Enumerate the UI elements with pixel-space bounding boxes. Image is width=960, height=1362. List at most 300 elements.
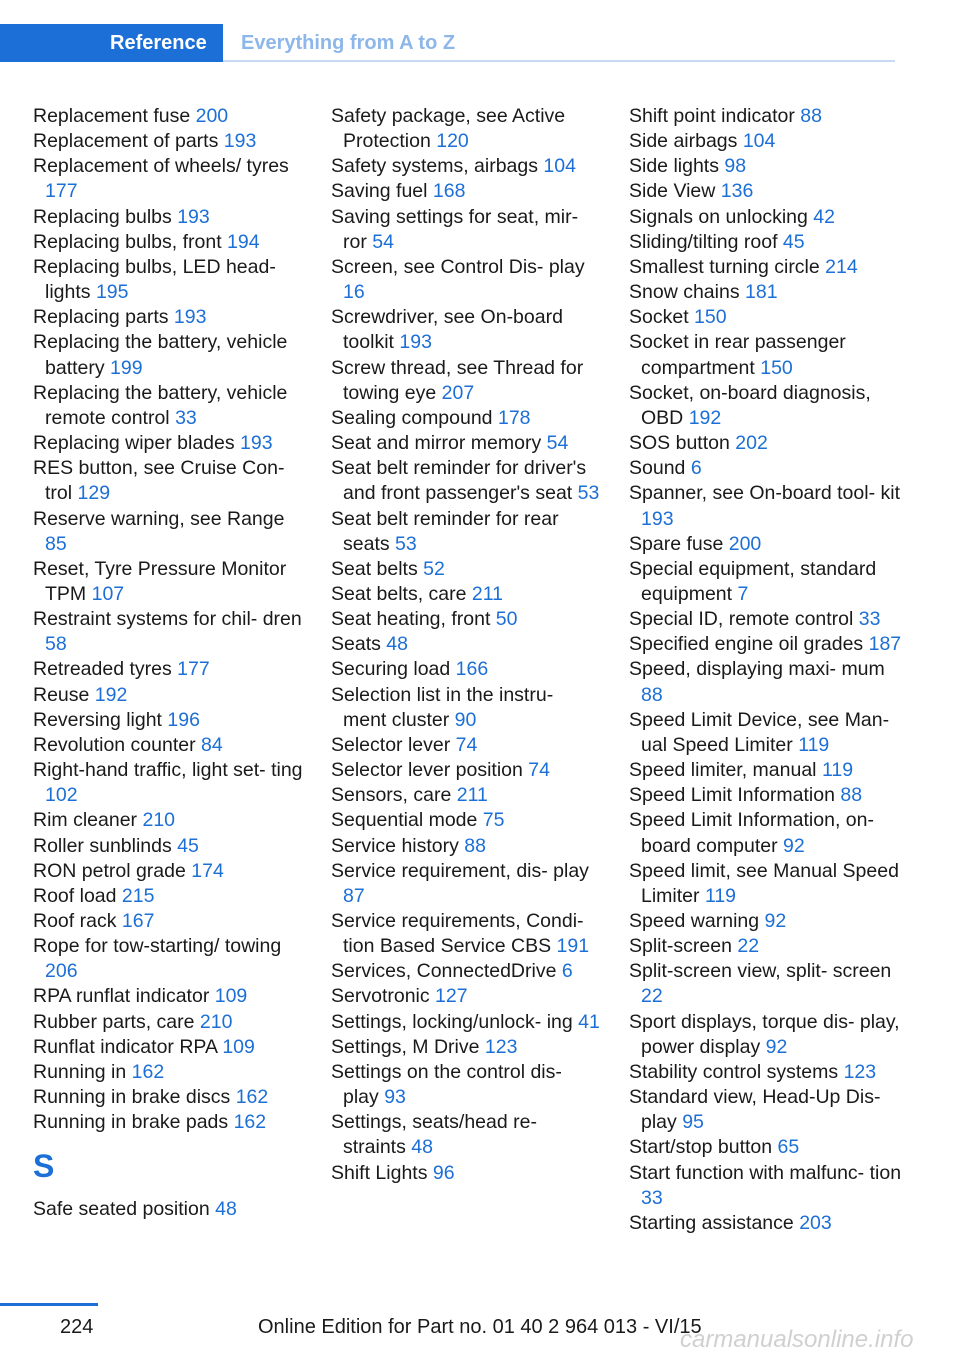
index-entry (33, 1010, 303, 1035)
index-term: Snow chains (629, 281, 740, 304)
page-reference-link[interactable]: 92 (764, 910, 787, 932)
index-term: Speed limit, see Manual Speed Limiter (629, 859, 899, 907)
page-reference-link[interactable]: 203 (799, 1211, 832, 1234)
index-entry (33, 205, 303, 230)
page-reference-link[interactable]: 178 (497, 406, 531, 429)
page-reference-link[interactable]: 196 (167, 708, 200, 731)
index-term: Socket (629, 306, 689, 329)
index-entry (331, 431, 601, 456)
index-term: Sequential mode (331, 809, 478, 832)
index-term: Safety systems, airbags (331, 155, 538, 178)
page-reference-link[interactable]: 54 (546, 432, 569, 455)
page-reference-link[interactable]: 166 (455, 658, 489, 681)
index-entry (331, 557, 601, 582)
index-entry (33, 104, 303, 129)
page-reference-link[interactable]: 202 (735, 432, 768, 455)
page-reference-link[interactable]: 177 (177, 658, 210, 681)
index-term: Rim cleaner (33, 809, 138, 832)
index-term: Speed, displaying maxi- mum (629, 658, 885, 681)
index-entry (33, 934, 303, 984)
page-reference-link[interactable]: 191 (556, 935, 590, 958)
index-term: Replacing wiper blades (33, 432, 235, 455)
page-reference-link[interactable]: 187 (868, 633, 902, 656)
index-term: Shift Lights (331, 1161, 428, 1184)
index-entry (331, 179, 601, 204)
index-term: Settings on the control dis- play (331, 1060, 562, 1109)
page-reference-link[interactable]: 119 (821, 759, 854, 782)
index-entry (33, 129, 303, 154)
page-reference-link[interactable]: 95 (682, 1111, 704, 1134)
page-reference-link[interactable]: 65 (777, 1136, 800, 1159)
index-entry (331, 859, 601, 909)
index-term: Smallest turning circle (629, 255, 820, 278)
index-entry (629, 934, 904, 959)
index-entry (629, 456, 904, 481)
index-entry (331, 1060, 601, 1110)
page-reference-link[interactable]: 88 (840, 784, 863, 807)
index-term: Replacing parts (33, 306, 169, 329)
page-reference-link[interactable]: 150 (694, 306, 727, 329)
index-term: Servotronic (331, 985, 430, 1008)
index-entry (331, 406, 601, 431)
index-entry (629, 230, 904, 255)
page-reference-link[interactable]: 195 (95, 281, 129, 304)
index-term: Replacement of parts (33, 130, 219, 153)
page-reference-link[interactable]: 193 (223, 130, 257, 153)
index-term: Reserve warning, see Range (33, 507, 285, 530)
page-reference-link[interactable]: 90 (454, 708, 477, 731)
index-term: Services, ConnectedDrive (331, 960, 557, 983)
page-reference-link[interactable]: 92 (765, 1035, 788, 1058)
index-entry (629, 959, 904, 1009)
page-reference-link[interactable]: 109 (214, 985, 248, 1008)
index-entry (629, 557, 904, 607)
index-entry (331, 305, 601, 355)
index-entry (331, 632, 601, 657)
page-reference-link[interactable]: 193 (177, 205, 210, 228)
index-entry (33, 255, 303, 305)
page-reference-link[interactable]: 119 (704, 884, 737, 907)
page-number: 224 (60, 1316, 94, 1338)
page-reference-link[interactable]: 22 (737, 935, 760, 958)
page-reference-link[interactable]: 88 (800, 105, 822, 127)
index-term: Sliding/tilting roof (629, 230, 778, 253)
index-term: Socket, on-board diagnosis, OBD (629, 381, 871, 429)
index-term: Sealing compound (331, 406, 493, 429)
index-term: Starting assistance (629, 1211, 794, 1234)
index-entry (331, 356, 601, 406)
index-term: Reset, Tyre Pressure Monitor TPM (33, 557, 287, 605)
page-reference-link[interactable]: 92 (783, 834, 805, 857)
page-reference-link[interactable]: 7 (737, 582, 749, 605)
index-term: Rope for tow-starting/ towing (33, 935, 282, 958)
index-term: Replacing bulbs, LED head- lights (33, 255, 276, 304)
page-header (0, 0, 960, 62)
page-reference-link[interactable]: 102 (45, 784, 78, 807)
page-reference-link[interactable]: 127 (435, 985, 468, 1008)
index-entry (629, 657, 904, 707)
page-reference-link[interactable]: 194 (227, 230, 260, 253)
index-term: Reuse (33, 683, 90, 706)
index-entry (33, 1060, 303, 1085)
index-entry (629, 481, 904, 531)
index-entry (331, 959, 601, 984)
index-term: Saving settings for seat, mir- ror (331, 205, 579, 253)
page-reference-link[interactable]: 48 (215, 1198, 237, 1221)
index-entry (629, 632, 904, 657)
index-term: Sensors, care (331, 784, 452, 807)
page-reference-link[interactable]: 211 (471, 582, 504, 605)
page-reference-link[interactable]: 200 (728, 532, 762, 555)
index-entry (33, 984, 303, 1009)
page-reference-link[interactable]: 211 (456, 784, 488, 807)
page-reference-link[interactable]: 48 (386, 633, 408, 656)
index-column-2 (331, 104, 601, 1186)
page-reference-link[interactable]: 193 (641, 507, 674, 530)
index-term: Spanner, see On-board tool- kit (629, 482, 900, 505)
index-term: Service requirement, dis- play (331, 859, 589, 882)
index-term: Seat belt reminder for rear seats (331, 507, 559, 555)
page-reference-link[interactable]: 177 (45, 180, 78, 203)
index-entry (629, 859, 904, 909)
index-term: Side lights (629, 155, 719, 178)
index-term: Seat and mirror memory (331, 432, 542, 455)
page-reference-link[interactable]: 45 (177, 834, 199, 857)
page-reference-link[interactable]: 167 (121, 910, 155, 932)
index-term: Selection list in the instru- ment cluster (331, 683, 554, 731)
page-reference-link[interactable]: 48 (411, 1136, 433, 1159)
page-reference-link[interactable]: 50 (495, 608, 518, 631)
index-column-1 (33, 104, 303, 1223)
index-entry (629, 532, 904, 557)
page-reference-link[interactable]: 33 (175, 406, 197, 429)
index-entry (33, 607, 303, 657)
header-divider (223, 60, 895, 62)
page-reference-link[interactable]: 58 (45, 633, 67, 656)
page-reference-link[interactable]: 162 (233, 1111, 267, 1134)
index-term: Settings, locking/unlock- ing (331, 1010, 573, 1033)
page-reference-link[interactable]: 120 (436, 130, 469, 153)
index-entry (629, 1060, 904, 1085)
page-reference-link[interactable]: 93 (384, 1086, 406, 1109)
page-reference-link[interactable]: 41 (578, 1010, 600, 1033)
index-term: Spare fuse (629, 532, 724, 555)
page-reference-link[interactable]: 16 (343, 281, 365, 304)
page-reference-link[interactable]: 136 (720, 180, 754, 203)
index-term: Runflat indicator RPA (33, 1035, 217, 1058)
index-term: Screwdriver, see On-board toolkit (331, 306, 563, 354)
index-entry (33, 1197, 303, 1222)
index-entry (629, 104, 904, 129)
index-entry (33, 305, 303, 330)
index-term: Roller sunblinds (33, 834, 172, 857)
index-term: Roof rack (33, 910, 117, 932)
index-entry (331, 808, 601, 833)
index-term: Side airbags (629, 130, 738, 153)
page-reference-link[interactable]: 192 (688, 406, 722, 429)
index-term: Side View (629, 180, 716, 203)
index-entry (33, 834, 303, 859)
index-entry (33, 1110, 303, 1135)
index-entry (33, 683, 303, 708)
index-column-3 (629, 104, 904, 1236)
page-reference-link[interactable]: 210 (142, 809, 176, 832)
page-reference-link[interactable]: 123 (484, 1035, 518, 1058)
index-term: Replacement of wheels/ tyres (33, 155, 289, 178)
index-entry (629, 909, 904, 934)
page-reference-link[interactable]: 74 (528, 759, 550, 782)
page-reference-link[interactable]: 214 (825, 255, 858, 278)
index-term: Stability control systems (629, 1060, 839, 1083)
page-reference-link[interactable]: 206 (45, 960, 78, 983)
page-reference-link[interactable]: 22 (641, 985, 663, 1008)
page-reference-link[interactable]: 168 (432, 180, 466, 203)
index-entry (331, 582, 601, 607)
index-entry (331, 783, 601, 808)
page-reference-link[interactable]: 53 (395, 532, 417, 555)
index-entry (331, 205, 601, 255)
index-term: Right-hand traffic, light set- ting (33, 759, 303, 782)
index-term: Replacing bulbs (33, 205, 172, 228)
page-reference-link[interactable]: 88 (464, 834, 486, 857)
page-reference-link[interactable]: 199 (110, 356, 143, 379)
index-entry (33, 884, 303, 909)
page-reference-link[interactable]: 88 (641, 683, 663, 706)
index-term: Securing load (331, 658, 451, 681)
index-entry (331, 657, 601, 682)
index-entry (33, 808, 303, 833)
index-term: Replacing bulbs, front (33, 230, 222, 253)
index-term: Running in brake pads (33, 1111, 229, 1134)
page-reference-link[interactable]: 96 (432, 1161, 455, 1184)
page-reference-link[interactable]: 104 (543, 155, 576, 178)
index-term: Screen, see Control Dis- play (331, 255, 585, 278)
page-reference-link[interactable]: 207 (441, 381, 475, 404)
index-entry (629, 154, 904, 179)
index-term: Settings, M Drive (331, 1035, 480, 1058)
page-reference-link[interactable]: 53 (577, 482, 600, 505)
index-entry (331, 758, 601, 783)
index-term: RPA runflat indicator (33, 985, 210, 1008)
index-entry (33, 557, 303, 607)
index-term: Selector lever position (331, 759, 523, 782)
index-entry (331, 683, 601, 733)
page-reference-link[interactable]: 98 (724, 155, 747, 178)
index-term: Rubber parts, care (33, 1010, 195, 1033)
index-entry (33, 381, 303, 431)
page-reference-link[interactable]: 210 (199, 1010, 233, 1033)
page-reference-link[interactable]: 87 (343, 884, 365, 907)
index-term: Seat belts, care (331, 582, 467, 605)
index-term: Socket in rear passenger compartment (629, 331, 846, 379)
index-entry (331, 984, 601, 1009)
index-term: SOS button (629, 432, 730, 455)
index-entry (33, 758, 303, 808)
index-term: Settings, seats/head re- straints (331, 1111, 537, 1159)
index-term: Shift point indicator (629, 105, 795, 127)
index-term: RES button, see Cruise Con- trol (33, 457, 285, 505)
index-entry (331, 1010, 601, 1035)
page-reference-link[interactable]: 129 (77, 482, 111, 505)
index-term: Saving fuel (331, 180, 428, 203)
index-term: Sound (629, 457, 686, 480)
index-entry (331, 507, 601, 557)
index-entry (331, 733, 601, 758)
index-term: Start/stop button (629, 1136, 773, 1159)
index-term: Seat belt reminder for driver's and front passenger's seat (331, 457, 587, 505)
index-entry (33, 456, 303, 506)
index-term: Split-screen view, split- screen (629, 960, 892, 983)
index-entry (629, 808, 904, 858)
index-term: Seat belts (331, 557, 418, 580)
index-entry (629, 431, 904, 456)
index-term: Speed Limit Information, on- board computer (629, 809, 874, 857)
index-term: Selector lever (331, 733, 451, 756)
page-reference-link[interactable]: 109 (222, 1035, 255, 1058)
page-reference-link[interactable]: 33 (858, 608, 881, 631)
index-term: Special ID, remote control (629, 608, 854, 631)
index-entry (629, 708, 904, 758)
index-term: Running in (33, 1060, 127, 1083)
index-term: Seats (331, 633, 381, 656)
index-term: Service history (331, 834, 459, 857)
index-entry (629, 179, 904, 204)
index-entry (629, 205, 904, 230)
index-entry (33, 708, 303, 733)
index-entry (33, 859, 303, 884)
index-entry (629, 1161, 904, 1211)
page-reference-link[interactable]: 84 (201, 733, 223, 756)
index-term: Speed warning (629, 910, 760, 932)
page-reference-link[interactable]: 52 (423, 557, 445, 580)
index-entry (629, 129, 904, 154)
index-entry (629, 280, 904, 305)
index-entry (33, 507, 303, 557)
index-entry (331, 607, 601, 632)
index-term: Restraint systems for chil- dren (33, 608, 302, 631)
index-term: Retreaded tyres (33, 658, 172, 681)
index-entry (331, 1035, 601, 1060)
index-term: Special equipment, standard equipment (629, 557, 877, 605)
index-entry (33, 1035, 303, 1060)
index-term: Speed Limit Information (629, 784, 835, 807)
index-term: Replacing the battery, vehicle battery (33, 331, 288, 379)
page-reference-link[interactable]: 200 (195, 105, 229, 127)
index-entry (629, 381, 904, 431)
index-entry (33, 1085, 303, 1110)
index-letter-heading: S (33, 1148, 55, 1185)
page-reference-link[interactable]: 6 (690, 457, 702, 480)
index-term: Speed limiter, manual (629, 759, 817, 782)
watermark: carmanualsonline.info (680, 1326, 914, 1353)
index-entry (331, 154, 601, 179)
index-entry (331, 456, 601, 506)
index-entry (629, 607, 904, 632)
index-entry (33, 154, 303, 204)
page-reference-link[interactable]: 75 (482, 809, 505, 832)
index-term: Standard view, Head-Up Dis- play (629, 1086, 881, 1134)
index-term: Replacement fuse (33, 105, 191, 127)
index-entry (331, 1110, 601, 1160)
page-reference-link[interactable]: 74 (455, 733, 478, 756)
page-reference-link[interactable]: 107 (91, 582, 125, 605)
page-reference-link[interactable]: 174 (191, 859, 224, 882)
index-term: Split-screen (629, 935, 732, 958)
index-term: Safe seated position (33, 1198, 210, 1221)
index-term: Safety package, see Active Protection (331, 105, 566, 153)
index-entry (33, 330, 303, 380)
page-reference-link[interactable]: 162 (235, 1086, 269, 1109)
page-reference-link[interactable]: 42 (813, 205, 835, 228)
index-term: Screw thread, see Thread for towing eye (331, 356, 584, 404)
index-term: Specified engine oil grades (629, 633, 864, 656)
index-entry (33, 733, 303, 758)
page-reference-link[interactable]: 150 (760, 356, 793, 379)
index-entry (629, 330, 904, 380)
index-entry (629, 255, 904, 280)
index-entry (331, 1161, 601, 1186)
index-entry (629, 783, 904, 808)
index-term: RON petrol grade (33, 859, 186, 882)
page-reference-link[interactable]: 6 (561, 960, 573, 983)
index-entry (33, 657, 303, 682)
edition-note: Online Edition for Part no. 01 40 2 964 013 - VI/15 (258, 1316, 702, 1338)
index-term: Replacing the battery, vehicle remote control (33, 381, 288, 429)
page-reference-link[interactable]: 85 (45, 532, 67, 555)
index-term: Running in brake discs (33, 1086, 231, 1109)
index-entry (629, 305, 904, 330)
index-entry (629, 758, 904, 783)
index-entry (629, 1010, 904, 1060)
index-term: Service requirements, Condi- tion Based Service CBS (331, 910, 584, 958)
index-term: Start function with malfunc- tion (629, 1161, 902, 1184)
page-reference-link[interactable]: 193 (173, 306, 207, 329)
index-term: Seat heating, front (331, 608, 491, 631)
page-reference-link[interactable]: 192 (94, 683, 128, 706)
page-reference-link[interactable]: 181 (745, 281, 778, 304)
page-reference-link[interactable]: 54 (372, 230, 394, 253)
page-reference-link[interactable]: 33 (641, 1186, 663, 1209)
page-reference-link[interactable]: 104 (742, 130, 776, 153)
index-entry (331, 909, 601, 959)
page-reference-link[interactable]: 193 (399, 331, 432, 354)
index-entry (629, 1085, 904, 1135)
index-term: Speed Limit Device, see Man- ual Speed Limiter (629, 708, 890, 756)
index-entry (331, 104, 601, 154)
index-entry (331, 834, 601, 859)
page-reference-link[interactable]: 119 (798, 733, 830, 756)
index-term: Roof load (33, 884, 117, 907)
subsection-title[interactable]: Everything from A to Z (241, 32, 456, 54)
page-reference-link[interactable]: 123 (843, 1060, 877, 1083)
index-entry (33, 230, 303, 255)
index-entry (629, 1135, 904, 1160)
index-term: Revolution counter (33, 733, 196, 756)
section-tab-reference[interactable]: Reference (0, 24, 223, 62)
page-reference-link[interactable]: 162 (131, 1060, 165, 1083)
index-term: Sport displays, torque dis- play, power display (629, 1010, 900, 1058)
page-reference-link[interactable]: 215 (121, 884, 155, 907)
index-entry (331, 255, 601, 305)
page-reference-link[interactable]: 45 (782, 230, 805, 253)
index-entry (33, 909, 303, 934)
index-term: Reversing light (33, 708, 162, 731)
footer-divider (0, 1303, 98, 1306)
index-entry (33, 431, 303, 456)
index-entry (629, 1211, 904, 1236)
page-reference-link[interactable]: 193 (240, 432, 273, 455)
index-term: Signals on unlocking (629, 205, 808, 228)
